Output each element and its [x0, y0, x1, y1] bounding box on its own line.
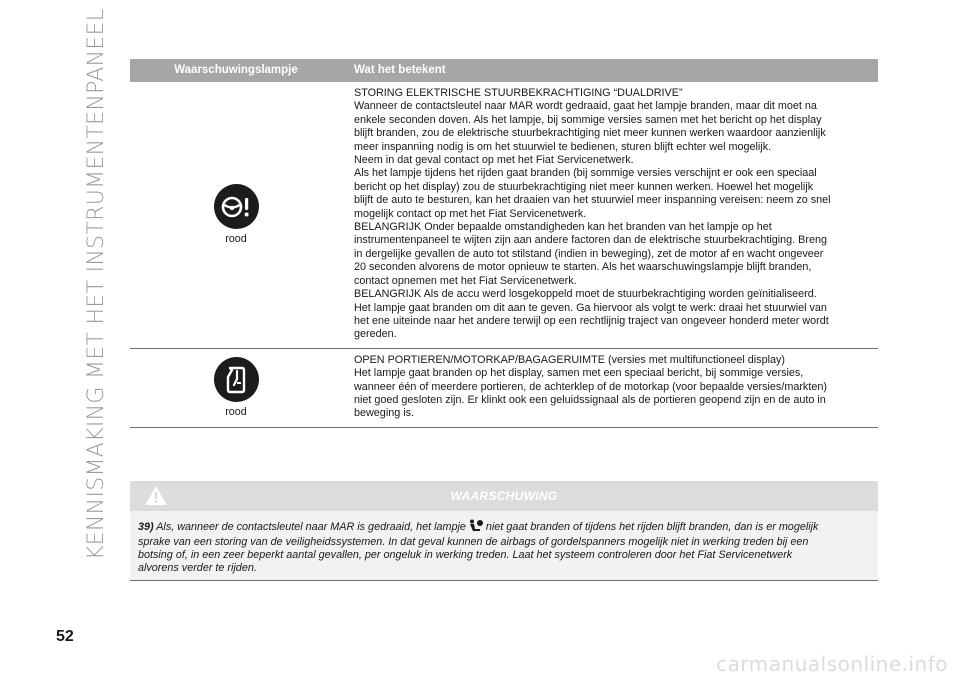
warning-text: niet gaat branden of tijdens het rijden blijft branden, dan is er mogelijk: [485, 521, 819, 533]
text-line: 20 seconden alvorens de motor opnieuw te starten. Als het waarschuwingslampje blijft branden,: [354, 261, 812, 274]
text-line: OPEN PORTIEREN/MOTORKAP/BAGAGERUIMTE (versies met multifunctioneel display): [354, 353, 785, 366]
text-line: Neem in dat geval contact op met het Fiat Servicenetwerk.: [354, 154, 634, 167]
text-line: blijft de auto te besturen, kan het draaien van het stuurwiel meer inspanning vereisen: neem zo snel: [354, 194, 831, 207]
warning-lights-table: [130, 59, 878, 428]
table-header: [130, 59, 878, 82]
text-line: Wanneer de contactsleutel naar MAR wordt gedraaid, gaat het lampje branden, maar dit moet na: [354, 100, 817, 113]
text-line: STORING ELEKTRISCHE STUURBEKRACHTIGING “DUALDRIVE”: [354, 87, 683, 99]
door-open-icon: [214, 357, 259, 402]
steering-warning-icon: [214, 184, 259, 229]
text-line: BELANGRIJK Onder bepaalde omstandigheden kan het branden van het lampje op het: [354, 221, 772, 234]
warning-title: WAARSCHUWING: [450, 489, 558, 503]
text-line: wanneer één of meerdere portieren, de achterklep of de motorkap (voor bepaalde versies/markten): [354, 380, 827, 393]
header-warning-light: Waarschuwingslampje: [174, 64, 298, 76]
warning-text: Als, wanneer de contactsleutel naar MAR is gedraaid, het lampje: [156, 521, 466, 533]
text-line: bericht op het display) zou de stuurbekrachtiging niet meer kunnen werken. Hoewel het mogelijk: [354, 180, 814, 193]
text-line: Als het lampje tijdens het rijden gaat branden (bij sommige versies verschijnt er ook een speciaal: [354, 167, 817, 180]
warning-box: [130, 481, 878, 581]
icon-cell: [130, 82, 342, 348]
text-line: enkele seconden doven. Als het lampje, bij sommige versies samen met het bericht op het display: [354, 113, 822, 126]
page-number: 52: [56, 628, 74, 645]
warning-line: botsing of, in een zeer beperkt aantal gevallen, per ongeluk in werking treden. Laat het systeem controleren door het Fiat Servicenetwerk: [138, 549, 793, 561]
text-line: BELANGRIJK Als de accu werd losgekoppeld moet de stuurbekrachtiging worden geïnitialiseerd.: [354, 288, 817, 301]
text-line: blijft branden, zou de elektrische stuurbekrachtiging niet meer kunnen werken waardoor aanzienlijk: [354, 127, 826, 140]
text-line: instrumentenpaneel te wijten zijn aan andere factoren dan de elektrische stuurbekrachtiging. Breng: [354, 234, 827, 247]
text-line: gereden.: [354, 328, 397, 341]
text-line: Het lampje gaat branden om dit aan te geven. Ga hiervoor als volgt te werk: draai het stuurwiel van: [354, 301, 827, 314]
meaning-cell: [342, 82, 878, 348]
watermark: carmanualsonline.info: [716, 652, 948, 676]
warning-line: alvorens verder te rijden.: [138, 562, 257, 574]
text-line: beweging is.: [354, 407, 415, 420]
warning-line: sprake van een storing van de veiligheidssystemen. In dat geval kunnen de airbags of gordelspanners mogelijk niet in werking treden bij een: [138, 536, 809, 548]
airbag-icon: [468, 519, 484, 536]
side-section-title: KENNISMAKING MET HET INSTRUMENTENPANEEL: [84, 8, 109, 560]
table-row: [130, 82, 878, 349]
text-line: het ene uiteinde naar het andere terwijl op een rechtlijnig traject van ongeveer honderd meter wordt: [354, 314, 829, 327]
header-meaning: Wat het betekent: [354, 64, 446, 76]
note-number: 39): [138, 521, 154, 533]
table-row: [130, 349, 878, 428]
text-line: mogelijk contact op met het Fiat Servicenetwerk.: [354, 207, 587, 220]
meaning-cell: [342, 349, 878, 427]
warning-line: [138, 519, 818, 536]
warning-body: [138, 519, 818, 575]
warning-header: [130, 481, 878, 511]
icon-color-label: rood: [225, 406, 247, 419]
text-line: niet goed gesloten zijn. Er klinkt ook een geluidssignaal als de portieren geopend zijn en de auto in: [354, 393, 826, 406]
icon-color-label: rood: [225, 233, 247, 246]
text-line: in dergelijke gevallen de auto tot stilstand (indien in beweging), zet de motor af en wacht ongeveer: [354, 247, 824, 260]
text-line: Het lampje gaat branden op het display, samen met een speciaal bericht, bij sommige versies,: [354, 367, 804, 380]
text-line: meer inspanning nodig is om het stuurwiel te bedienen, sturen blijft echter wel mogelijk.: [354, 140, 772, 153]
icon-cell: [130, 349, 342, 427]
text-line: contact opnemen met het Fiat Servicenetwerk.: [354, 274, 577, 287]
